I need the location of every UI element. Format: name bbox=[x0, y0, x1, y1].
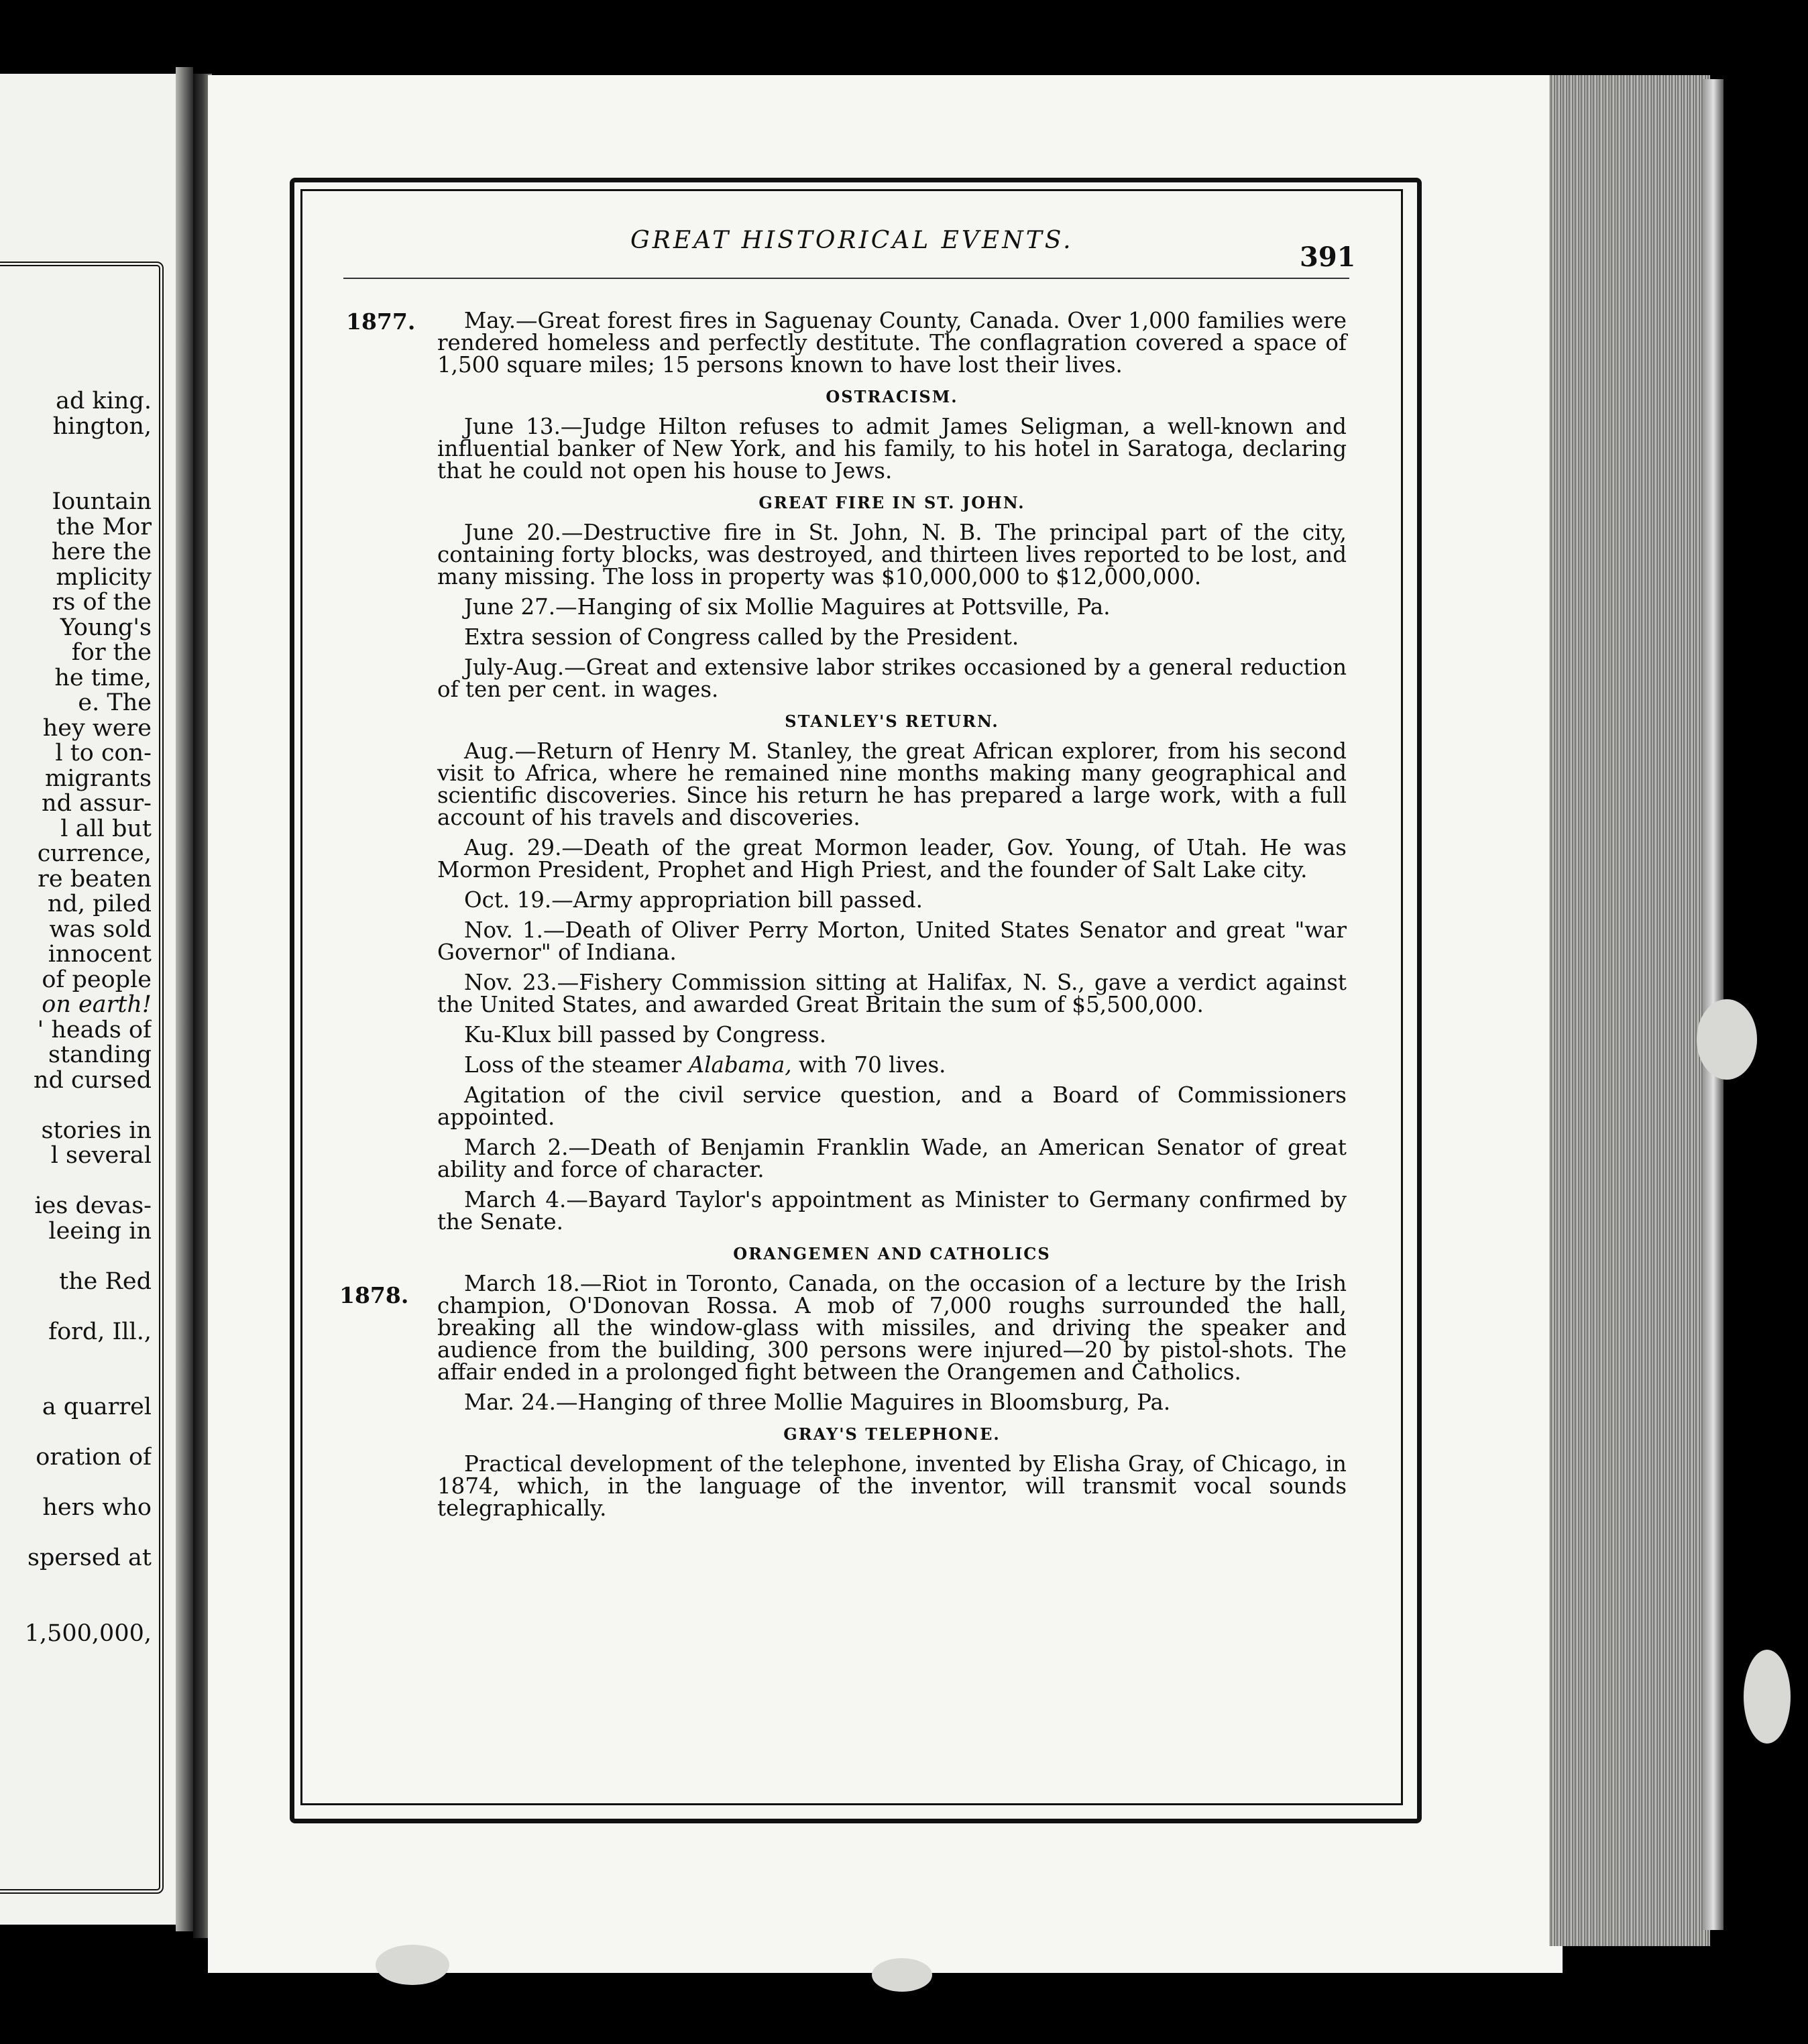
paper-damage-speck bbox=[1697, 999, 1757, 1080]
running-head: GREAT HISTORICAL EVENTS. bbox=[630, 227, 1074, 254]
left-page-line bbox=[0, 439, 152, 465]
entry-text: May.—Great forest fires in Saguenay County, Canada. Over 1,000 families were rendered homeless and perfectly destitute. The conflagration covered a space of 1,500 square miles; 15 persons known to have lost their lives. bbox=[437, 308, 1347, 378]
left-facing-page bbox=[0, 74, 181, 1925]
event-entry bbox=[437, 889, 1347, 911]
left-page-line: he time, bbox=[54, 665, 152, 691]
event-entry bbox=[437, 626, 1347, 648]
left-page-line: on earth! bbox=[42, 992, 152, 1018]
paper-damage-speck bbox=[376, 1945, 449, 1985]
left-page-line: 1,500,000, bbox=[24, 1621, 152, 1646]
event-entry bbox=[437, 310, 1347, 376]
left-page-line: was sold bbox=[49, 917, 152, 942]
left-page-line: nd assur- bbox=[42, 791, 152, 817]
left-page-line: for the bbox=[71, 640, 152, 666]
left-page-line: innocent bbox=[48, 942, 152, 968]
left-page-line: leeing in bbox=[48, 1218, 152, 1244]
entry-text: July-Aug.—Great and extensive labor strikes occasioned by a general reduction of ten per cent. in wages. bbox=[437, 655, 1347, 702]
left-page-line: l all but bbox=[60, 816, 152, 842]
left-page-line bbox=[0, 1521, 152, 1546]
left-page-line bbox=[0, 1420, 152, 1446]
left-page-line bbox=[0, 1169, 152, 1194]
entry-text: Oct. 19.—Army appropriation bill passed. bbox=[464, 887, 923, 913]
left-page-line bbox=[0, 1244, 152, 1269]
event-entry bbox=[437, 1054, 1347, 1076]
event-entry bbox=[437, 1389, 1347, 1415]
left-page-line: the Red bbox=[59, 1269, 152, 1294]
event-entry bbox=[437, 740, 1347, 829]
left-page-line: nd, piled bbox=[47, 892, 152, 917]
event-entry bbox=[437, 657, 1347, 701]
entry-text: Agitation of the civil service question, and a Board of Commissioners appointed. bbox=[437, 1082, 1347, 1130]
paper-damage-speck bbox=[1744, 1650, 1791, 1744]
gutter-shadow bbox=[176, 67, 193, 1931]
left-page-line bbox=[0, 1370, 152, 1396]
left-page-line bbox=[0, 1571, 152, 1597]
left-page-line: oration of bbox=[36, 1445, 152, 1471]
left-page-line: spersed at bbox=[27, 1546, 152, 1571]
entry-text: Ku-Klux bill passed by Congress. bbox=[464, 1022, 827, 1047]
left-page-line: hers who bbox=[42, 1495, 152, 1521]
left-page-line: the Mor bbox=[56, 514, 152, 540]
left-page-line: a quarrel bbox=[42, 1395, 152, 1420]
left-page-line: rs of the bbox=[52, 590, 152, 616]
left-page-text bbox=[0, 389, 152, 1646]
left-page-line: l to con- bbox=[55, 741, 152, 766]
left-page-line bbox=[0, 1294, 152, 1320]
left-page-line: stories in bbox=[41, 1118, 152, 1143]
left-page-line: hey were bbox=[42, 716, 152, 741]
left-page-line: ad king. bbox=[56, 389, 152, 414]
entry-text: Aug. 29.—Death of the great Mormon leader, Gov. Young, of Utah. He was Mormon President, Prophet and High Priest, and the founder of Salt Lake city. bbox=[437, 835, 1347, 883]
page-number: 391 bbox=[1300, 241, 1356, 273]
left-page-line: nd cursed bbox=[33, 1068, 152, 1093]
event-entry bbox=[437, 919, 1347, 964]
left-page-line: ' heads of bbox=[37, 1017, 152, 1043]
event-entry bbox=[437, 1273, 1347, 1383]
entry-text: Aug.—Return of Henry M. Stanley, the great African explorer, from his second visit to Africa, where he remained nine months making many geographical and scientific discoveries. Since his return he has prepared a large work, with a full account of his travels and discoveries. bbox=[437, 738, 1347, 830]
event-entry bbox=[437, 1084, 1347, 1129]
left-page-line: currence, bbox=[37, 842, 152, 867]
left-page-line: standing bbox=[48, 1043, 152, 1068]
entry-text: Practical development of the telephone, invented by Elisha Gray, of Chicago, in 1874, which, in the language of the inventor, will transmit vocal sounds telegraphically. bbox=[437, 1451, 1347, 1521]
entry-text: Nov. 1.—Death of Oliver Perry Morton, United States Senator and great "war Governor" of Indiana. bbox=[437, 917, 1347, 965]
section-heading: GRAY'S TELEPHONE. bbox=[783, 1424, 1001, 1444]
event-entry bbox=[437, 837, 1347, 881]
event-entry bbox=[437, 1453, 1347, 1520]
left-page-line bbox=[0, 465, 152, 490]
left-page-line: migrants bbox=[45, 766, 152, 791]
event-entry bbox=[437, 1024, 1347, 1046]
header-rule bbox=[343, 278, 1349, 279]
section-heading: OSTRACISM. bbox=[826, 387, 958, 406]
left-page-line: ford, Ill., bbox=[48, 1319, 152, 1345]
section-heading: GREAT FIRE IN ST. JOHN. bbox=[758, 493, 1025, 512]
entry-text: Extra session of Congress called by the President. bbox=[464, 624, 1019, 650]
entry-text: Mar. 24.—Hanging of three Mollie Maguires in Bloomsburg, Pa. bbox=[464, 1389, 1171, 1415]
left-page-line: of people bbox=[42, 967, 152, 992]
left-page-line: mplicity bbox=[56, 565, 152, 590]
event-entry bbox=[437, 1189, 1347, 1233]
year-1877: 1877. bbox=[346, 308, 416, 335]
page-edges bbox=[1549, 75, 1710, 1946]
entry-text: Nov. 23.—Fishery Commission sitting at Halifax, N. S., gave a verdict against the United States, and awarded Great Britain the sum of $5,500,000. bbox=[437, 970, 1347, 1017]
left-page-line: e. The bbox=[78, 691, 152, 716]
entry-text: March 18.—Riot in Toronto, Canada, on the occasion of a lecture by the Irish champion, O'Donovan Rossa. A mob of 7,000 roughs surrounded the hall, breaking all the window-glass with missiles, and driving the speaker and audience from the building, 300 persons were injured—20 by pistol-shots. The affair ended in a prolonged fight between the Orangemen and Catholics. bbox=[437, 1271, 1347, 1385]
entry-text: March 2.—Death of Benjamin Franklin Wade, an American Senator of great ability and force of character. bbox=[437, 1135, 1347, 1182]
section-heading: STANLEY'S RETURN. bbox=[785, 712, 999, 731]
event-entry bbox=[437, 1137, 1347, 1181]
left-page-line: here the bbox=[51, 540, 152, 565]
left-page-line bbox=[0, 1093, 152, 1119]
entry-text: Loss of the steamer bbox=[464, 1052, 689, 1078]
left-page-line bbox=[0, 1471, 152, 1496]
event-entry bbox=[437, 522, 1347, 588]
ship-name: Alabama, bbox=[688, 1052, 792, 1078]
entry-text: June 13.—Judge Hilton refuses to admit James Seligman, a well-known and influential banker of New York, and his family, to his hotel in Saratoga, declaring that he could not open his house to Jews. bbox=[437, 414, 1347, 484]
entry-text: March 4.—Bayard Taylor's appointment as Minister to Germany confirmed by the Senate. bbox=[437, 1187, 1347, 1235]
year-1878: 1878. bbox=[339, 1282, 409, 1308]
event-entry bbox=[437, 972, 1347, 1016]
left-page-line bbox=[0, 1596, 152, 1622]
left-page-line: ies devas- bbox=[34, 1194, 152, 1219]
event-entry bbox=[437, 416, 1347, 482]
entry-text: with 70 lives. bbox=[791, 1052, 946, 1078]
left-page-line: Iountain bbox=[52, 490, 152, 515]
left-page-line: re beaten bbox=[38, 866, 152, 892]
entry-text: June 27.—Hanging of six Mollie Maguires at Pottsville, Pa. bbox=[464, 594, 1111, 620]
page-body bbox=[437, 310, 1347, 1528]
section-heading: ORANGEMEN AND CATHOLICS bbox=[733, 1244, 1051, 1263]
left-page-line: hington, bbox=[52, 414, 152, 439]
left-page-line bbox=[0, 1345, 152, 1370]
left-page-line: Young's bbox=[60, 615, 152, 640]
paper-damage-speck bbox=[872, 1958, 932, 1992]
event-entry bbox=[437, 596, 1347, 618]
entry-text: June 20.—Destructive fire in St. John, N. B. The principal part of the city, containing forty blocks, was destroyed, and thirteen lives reported to be lost, and many missing. The loss in property was $10,000,000 to $12,000,000. bbox=[437, 520, 1347, 589]
left-page-line: l several bbox=[50, 1143, 152, 1169]
